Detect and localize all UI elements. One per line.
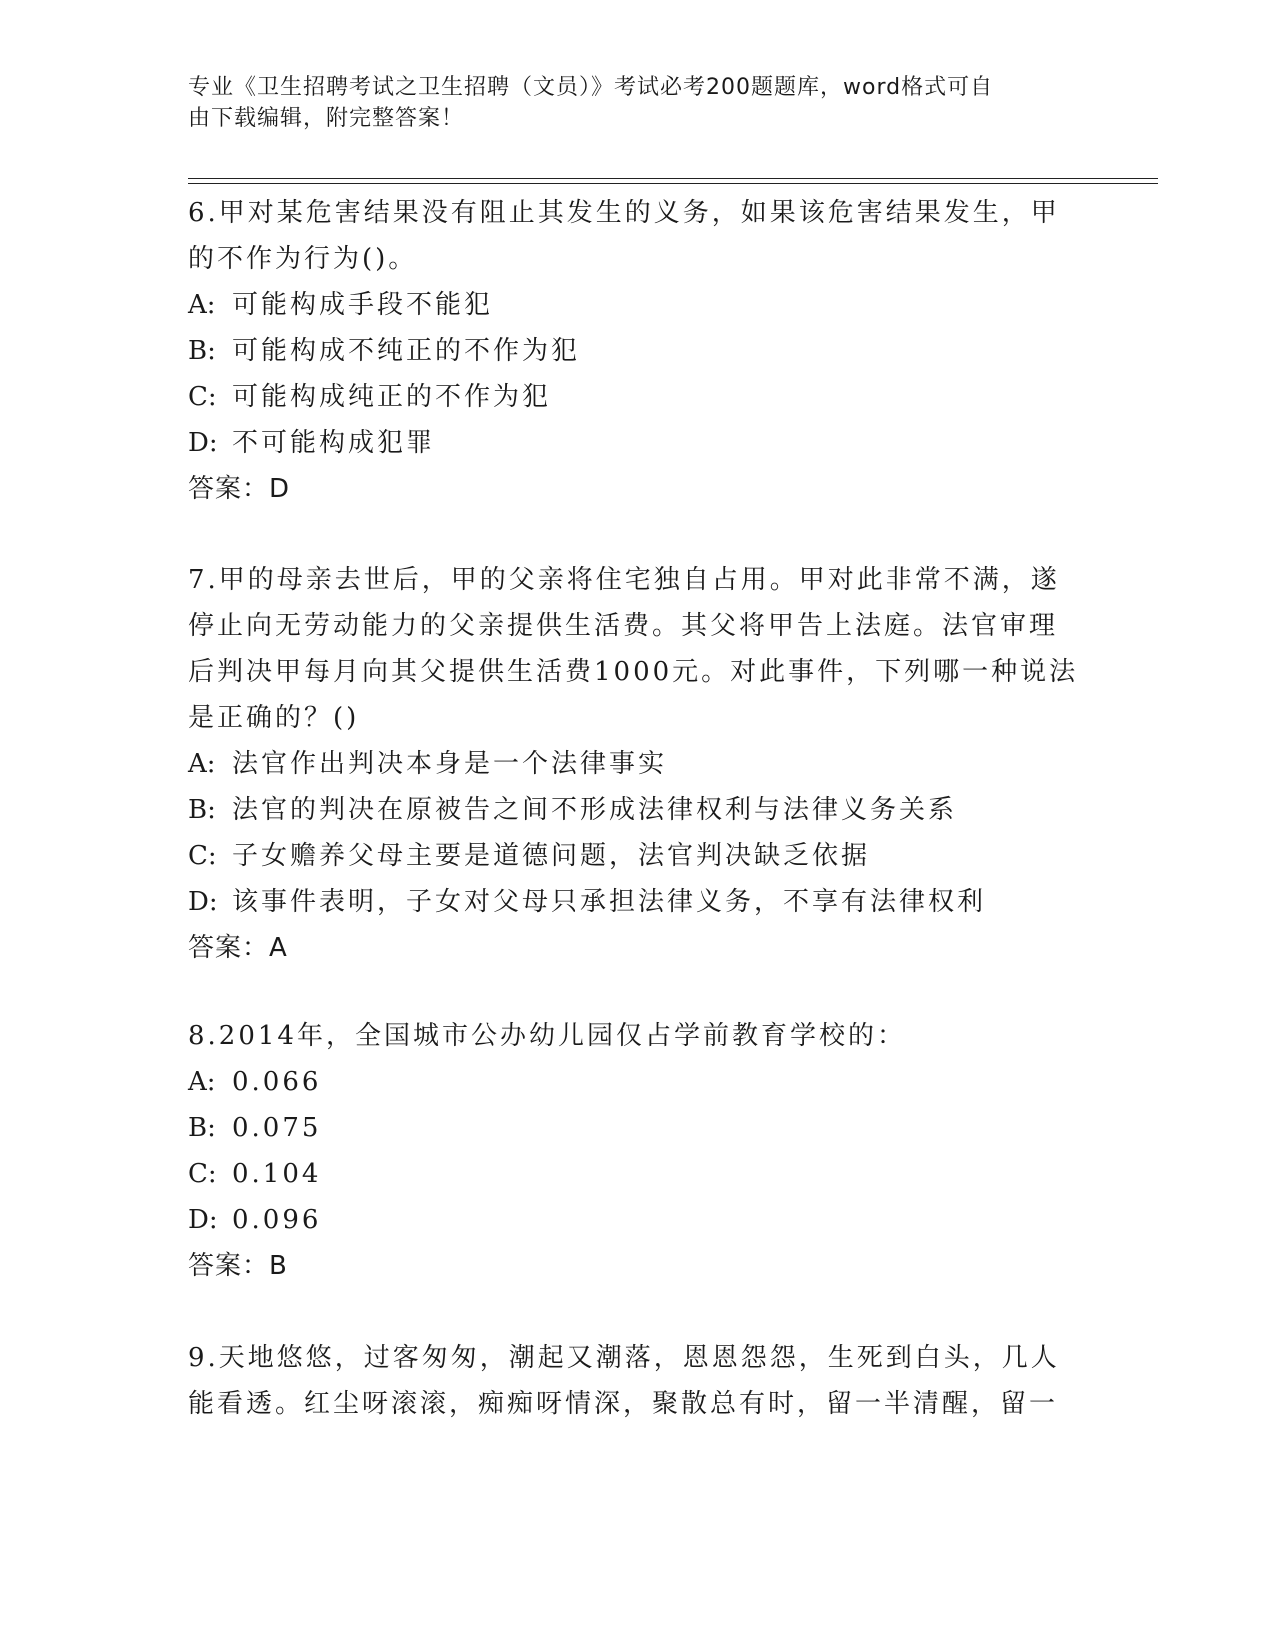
header-line-2: 由下载编辑，附完整答案！ — [188, 106, 465, 131]
option-b — [188, 1105, 1088, 1151]
option-c — [188, 1151, 1088, 1197]
question-text-line: 是正确的？() — [188, 703, 360, 733]
question-text-line: 8.2014年，全国城市公办幼儿园仅占学前教育学校的： — [188, 1021, 906, 1051]
option-text: 不可能构成犯罪 — [232, 428, 436, 458]
option-text: 法官作出判决本身是一个法律事实 — [232, 749, 668, 779]
option-text: 可能构成不纯正的不作为犯 — [232, 336, 581, 366]
question-6 — [188, 190, 1088, 512]
option-key: C: — [188, 1159, 217, 1189]
option-key: A: — [188, 290, 216, 320]
option-text: 该事件表明，子女对父母只承担法律义务，不享有法律权利 — [232, 887, 987, 917]
question-7 — [188, 557, 1088, 971]
question-text-line: 7.甲的母亲去世后，甲的父亲将住宅独自占用。甲对此非常不满，遂 — [188, 565, 1060, 595]
option-text: 子女赡养父母主要是道德问题，法官判决缺乏依据 — [232, 841, 871, 871]
option-b — [188, 328, 1088, 374]
option-key: D: — [188, 1205, 218, 1235]
option-key: A: — [188, 1067, 216, 1097]
question-8 — [188, 1013, 1088, 1289]
answer-line: 答案：A — [188, 933, 288, 963]
option-c — [188, 374, 1088, 420]
option-key: C: — [188, 841, 217, 871]
option-text: 0.104 — [232, 1159, 322, 1189]
option-text: 0.066 — [232, 1067, 322, 1097]
option-c — [188, 833, 1088, 879]
option-d — [188, 1197, 1088, 1243]
answer-line: 答案：B — [188, 1251, 288, 1281]
option-key: D: — [188, 887, 218, 917]
header-divider-bottom — [188, 183, 1158, 184]
answer-line: 答案：D — [188, 474, 291, 504]
document-header — [188, 72, 1068, 134]
question-text-line: 9.天地悠悠，过客匆匆，潮起又潮落，恩恩怨怨，生死到白头，几人 — [188, 1343, 1060, 1373]
header-divider-top — [188, 178, 1158, 179]
question-text-line: 能看透。红尘呀滚滚，痴痴呀情深，聚散总有时，留一半清醒，留一 — [188, 1389, 1059, 1419]
question-text-line: 后判决甲每月向其父提供生活费1000元。对此事件，下列哪一种说法 — [188, 657, 1079, 687]
option-d — [188, 420, 1088, 466]
option-key: B: — [188, 336, 216, 366]
question-9 — [188, 1335, 1088, 1427]
option-text: 0.096 — [232, 1205, 322, 1235]
option-text: 可能构成手段不能犯 — [232, 290, 494, 320]
option-d — [188, 879, 1088, 925]
option-key: A: — [188, 749, 216, 779]
option-a — [188, 1059, 1088, 1105]
option-key: B: — [188, 795, 216, 825]
question-text-line: 的不作为行为()。 — [188, 244, 418, 274]
option-text: 0.075 — [232, 1113, 322, 1143]
option-a — [188, 282, 1088, 328]
option-key: C: — [188, 382, 217, 412]
question-text-line: 6.甲对某危害结果没有阻止其发生的义务，如果该危害结果发生，甲 — [188, 198, 1060, 228]
option-b — [188, 787, 1088, 833]
option-text: 可能构成纯正的不作为犯 — [232, 382, 552, 412]
header-line-1: 专业《卫生招聘考试之卫生招聘（文员）》考试必考200题题库，word格式可自 — [188, 75, 994, 100]
option-key: D: — [188, 428, 218, 458]
option-a — [188, 741, 1088, 787]
option-key: B: — [188, 1113, 216, 1143]
option-text: 法官的判决在原被告之间不形成法律权利与法律义务关系 — [232, 795, 958, 825]
question-text-line: 停止向无劳动能力的父亲提供生活费。其父将甲告上法庭。法官审理 — [188, 611, 1059, 641]
